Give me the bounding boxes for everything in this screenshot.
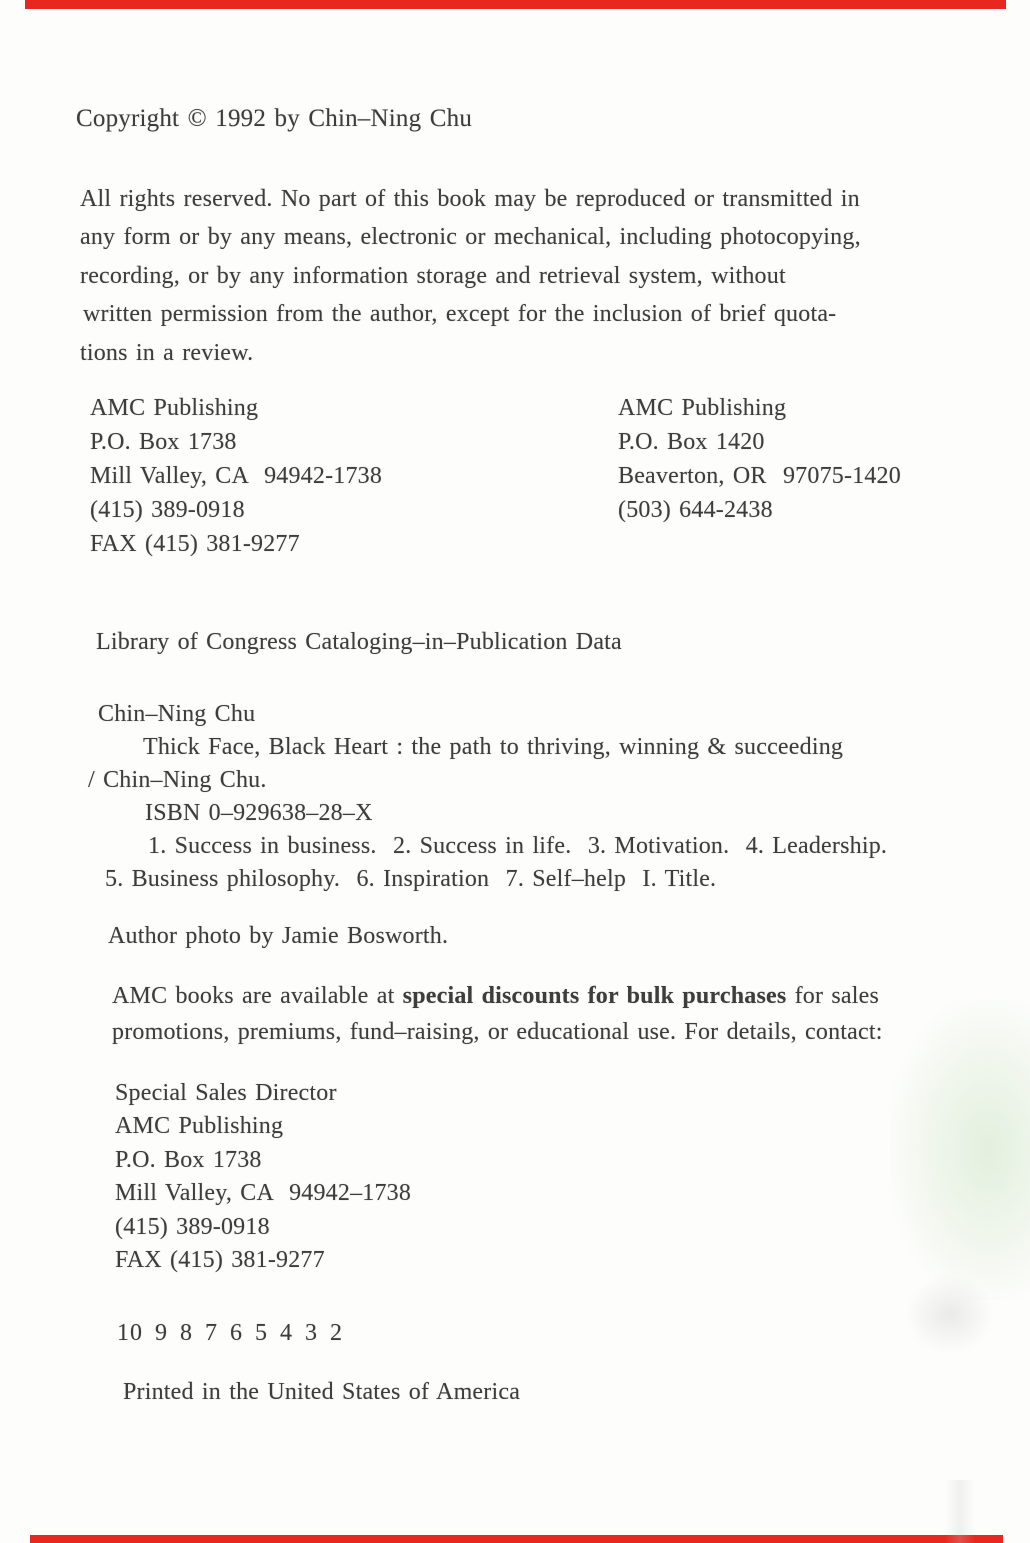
publisher-left-line: P.O. Box 1738 [90, 429, 237, 455]
rights-line: recording, or by any information storage and retrieval system, without [80, 263, 786, 289]
loc-heading: Library of Congress Cataloging–in–Publication Data [96, 629, 622, 655]
scan-artifact-green [890, 1000, 1030, 1300]
cip-line: ISBN 0–929638–28–X [145, 800, 373, 826]
copyright-line: Copyright © 1992 by Chin–Ning Chu [76, 105, 473, 132]
bulk-notice-line-2: promotions, premiums, fund–raising, or educational use. For details, contact: [112, 1019, 883, 1045]
publisher-left-line: Mill Valley, CA 94942-1738 [90, 463, 383, 489]
special-sales-line: Special Sales Director [115, 1080, 337, 1106]
publisher-right-line: AMC Publishing [618, 395, 787, 421]
publisher-right-line: (503) 644-2438 [618, 497, 773, 523]
publisher-left-line: FAX (415) 381-9277 [90, 531, 300, 557]
publisher-left-line: AMC Publishing [90, 395, 259, 421]
rights-line: All rights reserved. No part of this book may be reproduced or transmitted in [80, 186, 860, 212]
author-photo-credit: Author photo by Jamie Bosworth. [108, 923, 449, 949]
bulk-notice-bold: special discounts for bulk purchases [402, 983, 787, 1009]
printed-in-line: Printed in the United States of America [123, 1379, 521, 1405]
special-sales-line: AMC Publishing [115, 1113, 284, 1139]
bottom-red-bar [30, 1535, 1003, 1543]
special-sales-line: P.O. Box 1738 [115, 1147, 262, 1173]
special-sales-line: Mill Valley, CA 94942–1738 [115, 1180, 412, 1206]
bulk-notice-line-1 [112, 981, 879, 1011]
special-sales-line: FAX (415) 381-9277 [115, 1247, 325, 1273]
publisher-right-line: P.O. Box 1420 [618, 429, 765, 455]
bulk-notice-pre: AMC books are available at [112, 983, 403, 1009]
bulk-notice-post: for sales [786, 983, 880, 1009]
special-sales-line: (415) 389-0918 [115, 1214, 270, 1240]
rights-line: written permission from the author, except for the inclusion of brief quota- [83, 301, 837, 327]
printing-number-line: 10 9 8 7 6 5 4 3 2 [117, 1320, 343, 1346]
cip-line: 1. Success in business. 2. Success in life. 3. Motivation. 4. Leadership. [148, 833, 888, 859]
scan-artifact-streak [945, 1480, 975, 1543]
top-red-bar [25, 0, 1006, 9]
cip-line: 5. Business philosophy. 6. Inspiration 7. Self–help I. Title. [105, 866, 717, 892]
rights-line: any form or by any means, electronic or mechanical, including photocopying, [80, 224, 861, 250]
cip-line: Chin–Ning Chu [98, 701, 256, 727]
publisher-left-line: (415) 389-0918 [90, 497, 245, 523]
publisher-right-line: Beaverton, OR 97075-1420 [618, 463, 901, 489]
scan-artifact-smudge [905, 1275, 995, 1355]
rights-line: tions in a review. [80, 340, 254, 366]
cip-line: Thick Face, Black Heart : the path to thriving, winning & succeeding [143, 734, 844, 760]
cip-line: / Chin–Ning Chu. [88, 767, 267, 793]
